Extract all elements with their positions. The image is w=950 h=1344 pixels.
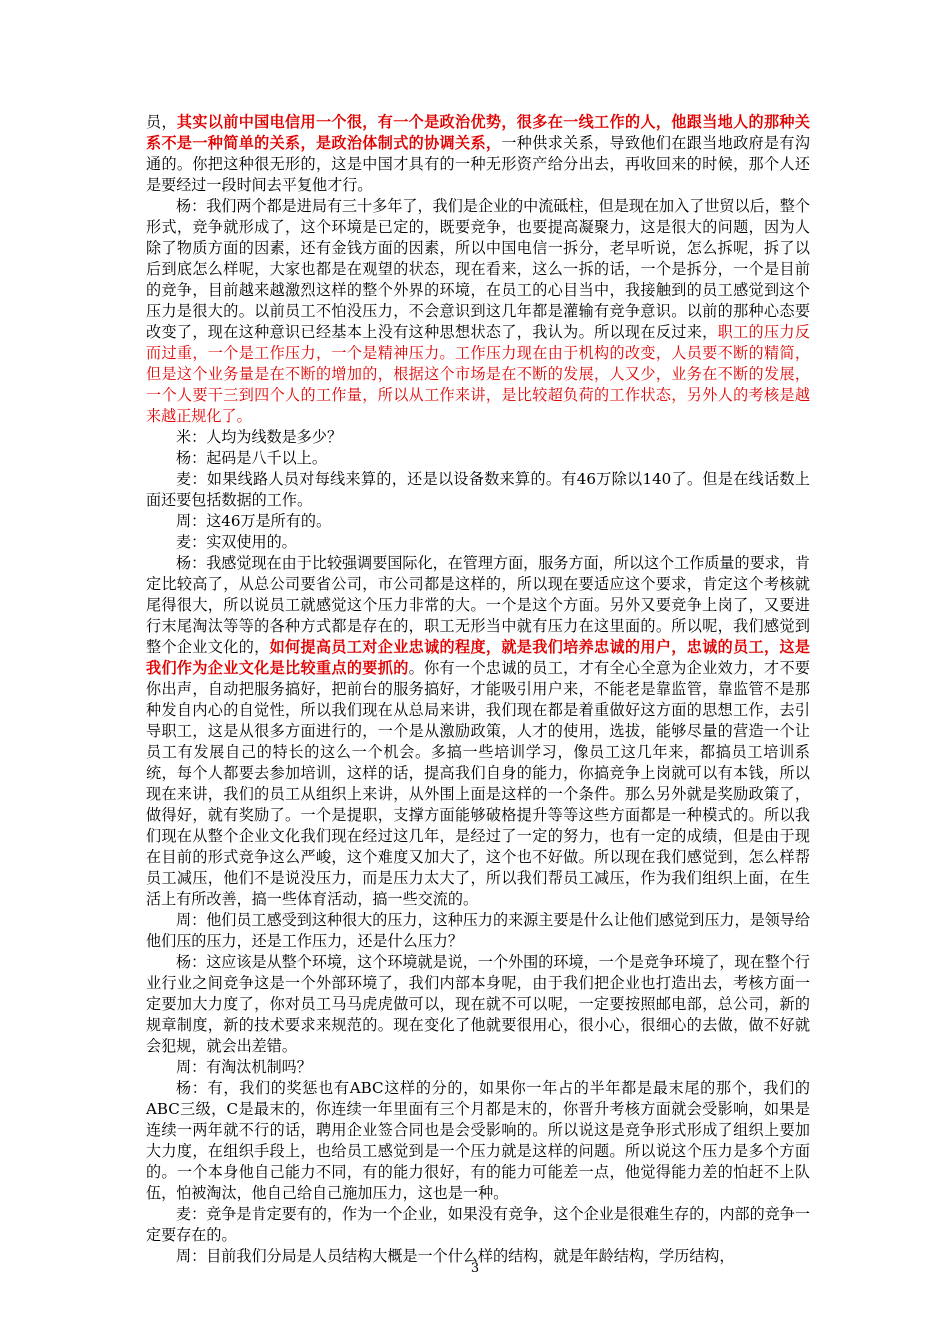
- paragraph: [146, 910, 810, 952]
- text-run: 。你有一个忠诚的员工，才有全心全意为企业效力，才不要你出声，自动把服务搞好，把前台的服务搞好，才能吸引用户来，不能老是靠监管，靠监管不是那种发自内心的自觉性，所以我们现在从总局来讲，我们现在都是着重做好这方面的思想工作，去引导职工，这是从很多方面进行的，一个是从激励政策，人才的使用，选拔，能够尽量的营造一个让员工有发展自己的特长的这么一个机会。多搞一些培训学习，像员工这几年来，都搞员工培训系统，每个人都要去参加培训，这样的话，提高我们自身的能力，你搞竞争上岗就可以有本钱，所以现在来讲，我们的员工从组织上来讲，从外围上面是这样的一个条件。那么另外就是奖励政策了，做得好，就有奖励了。一个是提职，支撑方面能够破格提升等等这些方面都是一种模式的。所以我们现在从整个企业文化我们现在经过这几年，是经过了一定的努力，也有一定的成绩，但是由于现在目前的形式竞争这么严峻，这个难度又加大了，这个也不好做。所以现在我们感觉到，怎么样帮员工减压，他们不是说没压力，而是压力太大了，所以我们帮员工减压，作为我们组织上面，在生活上有所改善，搞一些体育活动，搞一些交流的。: [146, 659, 810, 908]
- body-text: [146, 112, 810, 1267]
- text-run: 麦：如果线路人员对每线来算的，还是以设备数来算的。有46万除以140了。但是在线话数上面还要包括数据的工作。: [146, 470, 810, 509]
- text-run: 杨：我们两个都是进局有三十多年了，我们是企业的中流砥柱，但是现在加入了世贸以后，整个形式，竞争就形成了，这个环境是已定的，既要竞争，也要提高凝聚力，这是很大的问题，因为人除了物质方面的因素，还有金钱方面的因素，所以中国电信一拆分，老早听说，怎么拆呢，拆了以后到底怎么样呢，大家也都是在观望的状态，现在看来，这么一拆的话，一个是拆分，一个是目前的竞争，目前越来越激烈这样的整个外界的环境，在员工的心目当中，我接触到的员工感觉到这个压力是很大的。以前员工不怕没压力，不会意识到这几年都是灌输有竞争意识。以前的那种心态要改变了，现在这种意识已经基本上没有这种思想状态了，我认为。所以现在反过来，: [146, 197, 810, 341]
- text-run: 麦：竞争是肯定要有的，作为一个企业，如果没有竞争，这个企业是很难生存的，内部的竞争一定要存在的。: [146, 1205, 810, 1244]
- paragraph: [146, 532, 810, 553]
- paragraph: [146, 1078, 810, 1204]
- text-run: 杨：起码是八千以上。: [176, 449, 327, 467]
- paragraph: [146, 553, 810, 910]
- highlighted-text-run: 如何提高员工对企业忠诚的程度，就是我们培养忠诚的用户，忠诚的员工，这是我们作为企业文化是比较重点的要抓的: [146, 638, 810, 677]
- text-run: 杨：我感觉现在由于比较强调要国际化，在管理方面，服务方面，所以这个工作质量的要求，肯定比较高了，从总公司要省公司，市公司都是这样的，所以现在要适应这个要求，肯定这个考核就尾得很大，所以说员工就感觉这个压力非常的大。一个是这个方面。另外又要竞争上岗了，又要进行末尾淘汰等等的各种方式都是存在的，职工无形当中就有压力在这里面的。所以呢，我们感觉到整个企业文化的，: [146, 554, 810, 656]
- text-run: 米：人均为线数是多少？: [176, 428, 343, 446]
- text-run: 周：他们员工感受到这种很大的压力，这种压力的来源主要是什么让他们感觉到压力，是领导给他们压的压力，还是工作压力，还是什么压力？: [146, 911, 810, 950]
- paragraph: [146, 511, 810, 532]
- text-run: 周：有淘汰机制吗？: [176, 1058, 312, 1076]
- text-run: 员，: [146, 113, 177, 131]
- paragraph: [146, 427, 810, 448]
- text-run: 杨：有，我们的奖惩也有ABC这样的分的，如果你一年占的半年都是最末尾的那个，我们的ABC三级，C是最末的，你连续一年里面有三个月都是末的，你晋升考核方面就会受影响，如果是连续一两年就不行的话，聘用企业签合同也是会受影响的。所以说这是竞争形式形成了组织上要加大力度，在组织手段上，也给员工感觉到是一个压力就是这样的问题。所以说这个压力是多个方面的。一个本身他自己能力不同，有的能力很好，有的能力可能差一点，他觉得能力差的怕赶不上队伍，怕被淘汰，他自己给自己施加压力，这也是一种。: [146, 1079, 810, 1202]
- text-run: 周：目前我们分局是人员结构大概是一个什么样的结构，就是年龄结构，学历结构，: [176, 1247, 735, 1265]
- paragraph: [146, 469, 810, 511]
- text-run: 麦：实双使用的。: [176, 533, 297, 551]
- paragraph: [146, 1057, 810, 1078]
- text-run: 周：这46万是所有的。: [176, 512, 332, 530]
- paragraph: [146, 952, 810, 1057]
- paragraph: [146, 196, 810, 427]
- highlighted-text-run: 其实以前中国电信用一个很，有一个是政治优势，很多在一线工作的人，他跟当地人的那种关系不是一种简单的关系，是政治体制式的协调关系，: [146, 113, 810, 152]
- highlighted-text-run: 职工的压力反而过重，一个是工作压力，一个是精神压力。工作压力现在由于机构的改变，人员要不断的精简，但是这个业务量是在不断的增加的，根据这个市场是在不断的发展，人又少，业务在不断的发展，一个人要干三到四个人的工作量，所以从工作来讲，是比较超负荷的工作状态，另外人的考核是越来越正规化了。: [146, 323, 810, 425]
- paragraph: [146, 448, 810, 469]
- page-number: 3: [470, 1261, 480, 1276]
- text-run: 杨：这应该是从整个环境，这个环境就是说，一个外围的环境，一个是竞争环境了，现在整个行业行业之间竞争这是一个外部环境了，我们内部本身呢，由于我们把企业也打造出去，考核方面一定要加大力度了，你对员工马马虎虎做可以，现在就不可以呢，一定要按照邮电部，总公司，新的规章制度，新的技术要求来规范的。现在变化了他就要很用心，很小心，很细心的去做，做不好就会犯规，就会出差错。: [146, 953, 810, 1055]
- paragraph: [146, 1204, 810, 1246]
- text-run: 一种供求关系，导致他们在跟当地政府是有沟通的。你把这种很无形的，这是中国才具有的一种无形资产给分出去，再收回来的时候，那个人还是要经过一段时间去平复他才行。: [146, 134, 810, 194]
- paragraph: [146, 112, 810, 196]
